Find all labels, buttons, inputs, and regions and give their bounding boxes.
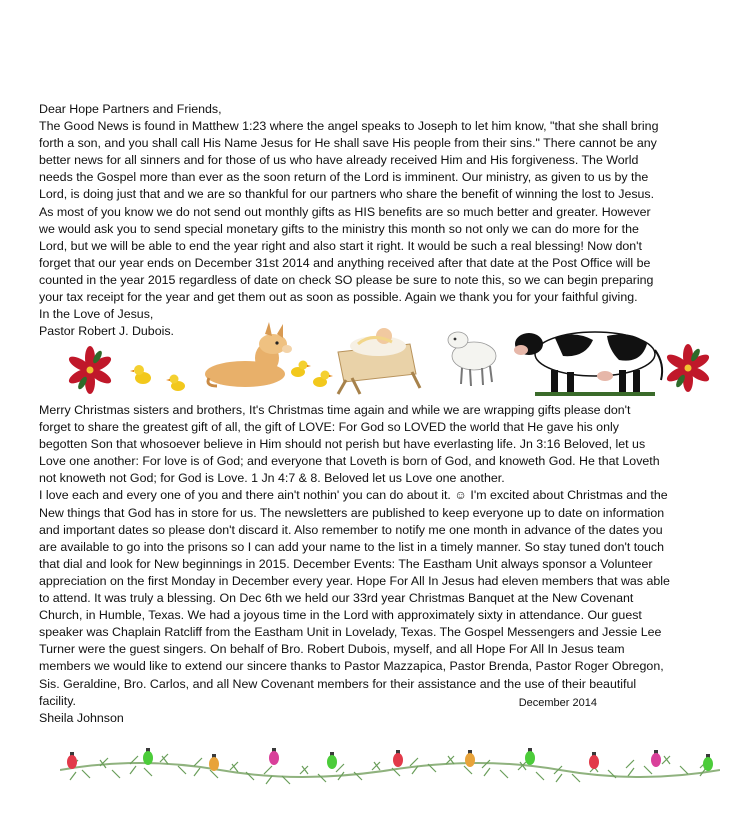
poinsettia-icon xyxy=(67,346,114,394)
bulb-icon xyxy=(393,750,403,767)
body-line-text: facility. xyxy=(39,693,76,708)
body-line: members we would like to extend our sincere thanks to Pastor Mazzapica, Pastor Brenda, Pastor Roger Obregon, xyxy=(39,659,664,674)
bulb-icon xyxy=(525,748,535,765)
chick-icon xyxy=(313,371,333,388)
body-line: Merry Christmas sisters and brothers, It's Christmas time again and while we are wrapping gifts please don't xyxy=(39,403,631,417)
bulb-icon xyxy=(589,752,599,769)
bulb-icon xyxy=(209,754,219,771)
body-line: forget to share the greatest gift of all, the gift of LOVE: For God so LOVED the world that He gave his only xyxy=(39,420,619,435)
body-line: Lord, is doing just that and we are so thankful for our partners who share the benefit of winning the lost to Jesus. xyxy=(39,187,655,202)
bulb-icon xyxy=(269,748,279,765)
calf-icon xyxy=(205,322,292,387)
body-line: New things that God has in store for us. The newsletters are published to keep everyone up to date on information xyxy=(39,505,665,520)
letter-pastor xyxy=(39,101,729,340)
body-line: and important dates so please don't discard it. Also remember to notify me one month in advance of the dates you xyxy=(39,522,663,537)
body-line: Lord, but we will be able to end the year right and also start it right. It would be such a real blessing! Now don't xyxy=(39,238,642,253)
body-line: The Good News is found in Matthew 1:23 where the angel speaks to Joseph to let him know, "that she shall bring xyxy=(39,119,659,134)
poinsettia-icon xyxy=(665,344,712,392)
bulb-icon xyxy=(465,750,475,767)
chick-icon xyxy=(291,361,311,378)
lamb-icon xyxy=(448,332,496,386)
body-line: speaker was Chaplain Ratcliff from the Eastham Unit in Lovelady, Texas. The Gospel Messengers and Jessie Lee xyxy=(39,625,662,640)
body-line: Church, in Humble, Texas. We had a joyous time in the Lord with approximately sixty in attendance. Our guest xyxy=(39,608,642,623)
body-line: I love each and every one of you and there ain't nothin' you can do about it. ☺ I'm excited about Christmas and the xyxy=(39,488,668,503)
signature-pastor: Pastor Robert J. Dubois. xyxy=(39,324,174,339)
body-line: are available to go into the prisons so I can add your name to the list in a timely manner. So stay tuned don't touch xyxy=(39,539,665,554)
body-line: Turner were the guest singers. On behalf of Bro. Robert Dubois, myself, and all Hope For All In Jesus team xyxy=(39,642,625,657)
body-line: Love one another: For love is of God; and everyone that Loveth is born of God, and knoweth God. He that Loveth xyxy=(39,454,660,469)
body-line: that dial and look for New beginnings in 2015. December Events: The Eastham Unit always sponsor a Volunteer xyxy=(39,556,653,571)
closing: In the Love of Jesus, xyxy=(39,307,154,322)
chick-icon xyxy=(166,375,185,392)
signature-sheila: Sheila Johnson xyxy=(39,710,124,725)
body-line: your tax receipt for the year and get them out as soon as possible. Again we thank you for your faithful giving. xyxy=(39,290,638,305)
chick-icon xyxy=(130,365,151,384)
body-line: we would ask you to send special monetary gifts to the ministry this month so not only we can do more for the xyxy=(39,221,639,236)
body-line-last xyxy=(39,693,729,710)
body-line: better news for all sinners and for those of us who have already received Him and His forgiveness. The World xyxy=(39,153,639,168)
body-line: needs the Gospel more than ever as the soon return of the Lord is imminent. Our ministry, as given to us by the xyxy=(39,170,649,185)
newsletter-date: December 2014 xyxy=(518,696,597,709)
bulb-icon xyxy=(67,752,77,769)
greeting: Dear Hope Partners and Friends, xyxy=(39,102,222,116)
christmas-garland xyxy=(60,744,720,788)
body-line: begotten Son that whosoever believe in Him should not perish but have everlasting life. Jn 3:16 Beloved, let us xyxy=(39,437,646,452)
pine-garland-icon xyxy=(60,754,720,784)
body-line: forget that our year ends on December 31st 2014 and anything received after that date at the Post Office will be xyxy=(39,255,651,270)
body-line: Sis. Geraldine, Bro. Carlos, and all New Covenant members for their assistance and the use of their beautiful xyxy=(39,676,637,691)
nativity-illustrations xyxy=(0,318,748,396)
body-line: appreciation on the first Monday in December every year. Hope For All In Jesus had eleven members that was able xyxy=(39,573,670,588)
body-line: forth a son, and you shall call His Name Jesus for He shall save His people from their sins." There cannot be any xyxy=(39,136,657,151)
body-line: counted in the year 2015 regardless of date on check SO please be sure to note this, so we can begin preparing xyxy=(39,272,654,287)
bulb-icon xyxy=(651,750,661,767)
manger-icon xyxy=(338,328,420,394)
bulb-icon xyxy=(143,748,153,765)
cow-icon xyxy=(514,332,662,396)
body-line: to attend. It was truly a blessing. On Dec 6th we held our 33rd year Christmas Banquet at the New Covenant xyxy=(39,591,634,606)
body-line: As most of you know we do not send out monthly gifts as HIS benefits are so much better and greater. However xyxy=(39,204,651,219)
bulb-icon xyxy=(327,752,337,769)
body-line: not knoweth not God; for God is Love. 1 Jn 4:7 & 8. Beloved let us Love one another. xyxy=(39,471,505,486)
letter-christmas xyxy=(39,402,729,727)
bulb-icon xyxy=(703,754,713,771)
